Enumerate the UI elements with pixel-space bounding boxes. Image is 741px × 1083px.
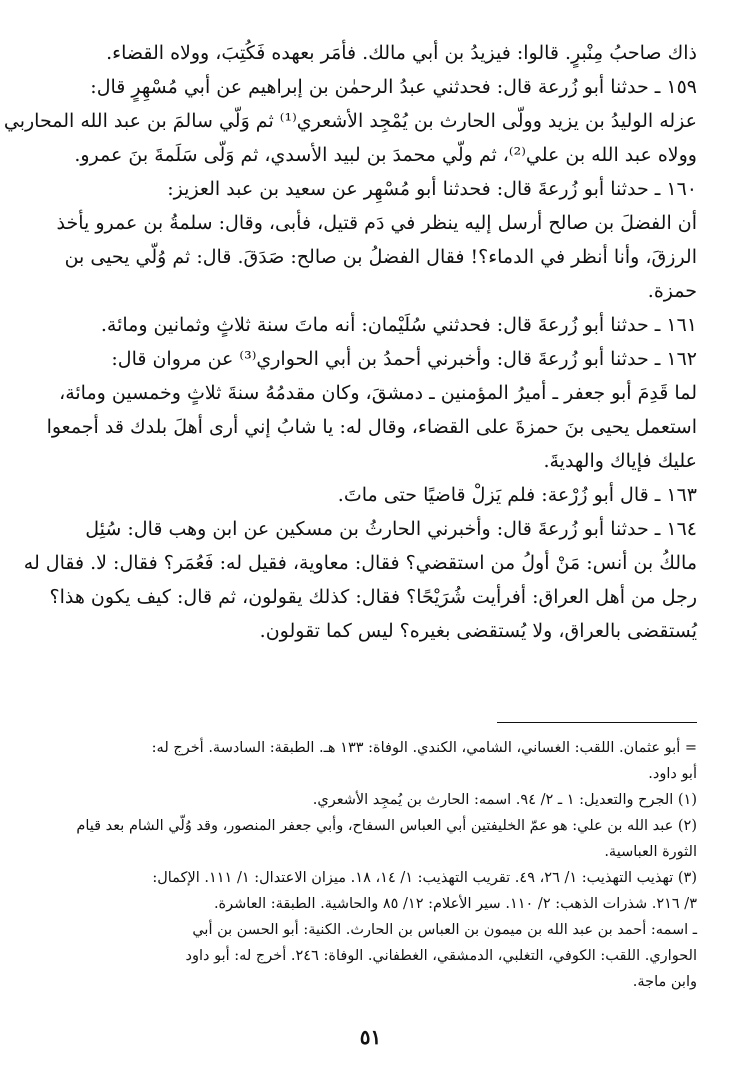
- text-line: لما قَدِمَ أبو جعفر ـ أميرُ المؤمنين ـ دمشقَ، وكان مقدمُهُ سنةَ ثلاثٍ وخمسين ومائة،: [59, 382, 697, 404]
- text-line: رجل من أهل العراق: أفرأيت شُرَيْحًا؟ فقال: كذلك يقولون، ثم قال: كيف يكون هذا؟: [49, 586, 697, 608]
- text-line: حمزة.: [647, 280, 697, 302]
- footnote-line: أبو داود.: [648, 766, 697, 782]
- text-line: استعمل يحيى بنَ حمزةَ على القضاء، وقال له: يا شابُ إني أرى أهلَ بلدك قد أجمعوا: [46, 416, 697, 438]
- text-line: عزله الوليدُ بن يزيد وولّى الحارث بن يُمْجِد الأشعري⁽¹⁾ ثم وَلّي سالمَ بن عبد الله المحاربي: [3, 110, 697, 132]
- main-text: [3, 36, 697, 648]
- hadith-163-line: ١٦٣ ـ قال أبو زُرْعة: فلم يَزلْ قاضيًا حتى ماتَ.: [337, 484, 697, 506]
- footnote-line: الحواري. اللقب: الكوفي، التغلبي، الدمشقي، الغطفاني. الوفاة: ٢٤٦. أخرج له: أبو داود: [185, 948, 697, 964]
- hadith-164-line: ١٦٤ ـ حدثنا أبو زُرعةَ قال: وأخبرني الحارثُ بن مسكين عن ابن وهب قال: سُئِل: [85, 518, 697, 540]
- text-line: عليك فإياك والهديةَ.: [543, 450, 697, 472]
- hadith-162-line: ١٦٢ ـ حدثنا أبو زُرعةَ قال: وأخبرني أحمدُ بن أبي الحواري⁽³⁾ عن مروان قال:: [111, 348, 697, 370]
- hadith-161-line: ١٦١ ـ حدثنا أبو زُرعةَ قال: فحدثني سُلَيْمان: أنه ماتَ سنة ثلاثٍ وثمانين ومائة.: [100, 314, 697, 336]
- text-line: الرزقَ، وأنا أنظر في الدماء؟! فقال الفضلُ بن صالح: صَدَقَ. قال: ثم وُلّي يحيى بن: [64, 246, 697, 268]
- footnote-line: = أبو عثمان. اللقب: الغساني، الشامي، الكندي. الوفاة: ١٣٣ هـ. الطبقة: السادسة. أخرج له:: [151, 740, 697, 756]
- footnote-3: (٣) تهذيب التهذيب: ١/ ٢٦، ٤٩. تقريب التهذيب: ١/ ١٤، ١٨. ميزان الاعتدال: ١/ ١١١. الإكمال:: [152, 870, 697, 886]
- footnote-divider: [497, 722, 697, 723]
- hadith-159-line: ١٥٩ ـ حدثنا أبو زُرعة قال: فحدثني عبدُ الرحمٰن بن إبراهيم عن أبي مُسْهِرٍ قال:: [90, 76, 697, 98]
- text-line: ذاك صاحبُ مِنْبرٍ. قالوا: فيزيدُ بن أبي مالك. فأمَر بعهده فَكُتِبَ، وولاه القضاء.: [106, 42, 697, 64]
- text-line: يُستقضى بالعراق، ولا يُستقضى بغيره؟ ليس كما تقولون.: [259, 620, 697, 642]
- footnotes: [44, 735, 697, 995]
- footnote-1: (١) الجرح والتعديل: ١ ـ ٢/ ٩٤. اسمه: الحارث بن يُمجِد الأشعري.: [312, 792, 697, 808]
- text-line: أن الفضلَ بن صالح أرسل إليه ينظر في دَم قتيل، فأبى، وقال: سلمةُ بن عمرو يأخذ: [56, 212, 697, 234]
- footnote-line: وابن ماجة.: [632, 974, 697, 990]
- text-line: مالكُ بن أنس: مَنْ أولُ من استقضي؟ فقال: معاوية، فقيل له: فَعُمَر؟ فقال: لا. فقال له: [23, 552, 697, 574]
- hadith-160-line: ١٦٠ ـ حدثنا أبو زُرعةَ قال: فحدثنا أبو مُسْهِر عن سعيد بن عبد العزيز:: [167, 178, 697, 200]
- footnote-line: الثورة العباسية.: [604, 844, 697, 860]
- footnote-line: ٣/ ٢١٦. شذرات الذهب: ٢/ ١١٠. سير الأعلام: ١٢/ ٨٥ والحاشية. الطبقة: العاشرة.: [213, 896, 697, 912]
- page-number: ٥١: [359, 1025, 382, 1049]
- text-line: وولاه عبد الله بن علي⁽²⁾، ثم ولّي محمدَ بن لبيد الأسدي، ثم وَلّى سَلَمةَ بنَ عمرو.: [74, 144, 697, 166]
- footnote-line: ـ اسمه: أحمد بن عبد الله بن ميمون بن العباس بن الحارث. الكنية: أبو الحسن بن أبي: [192, 922, 697, 938]
- footnote-2: (٢) عبد الله بن علي: هو عمّ الخليفتين أبي العباس السفاح، وأبي جعفر المنصور، وقد وُلّي الشام بعد قيام: [76, 818, 697, 834]
